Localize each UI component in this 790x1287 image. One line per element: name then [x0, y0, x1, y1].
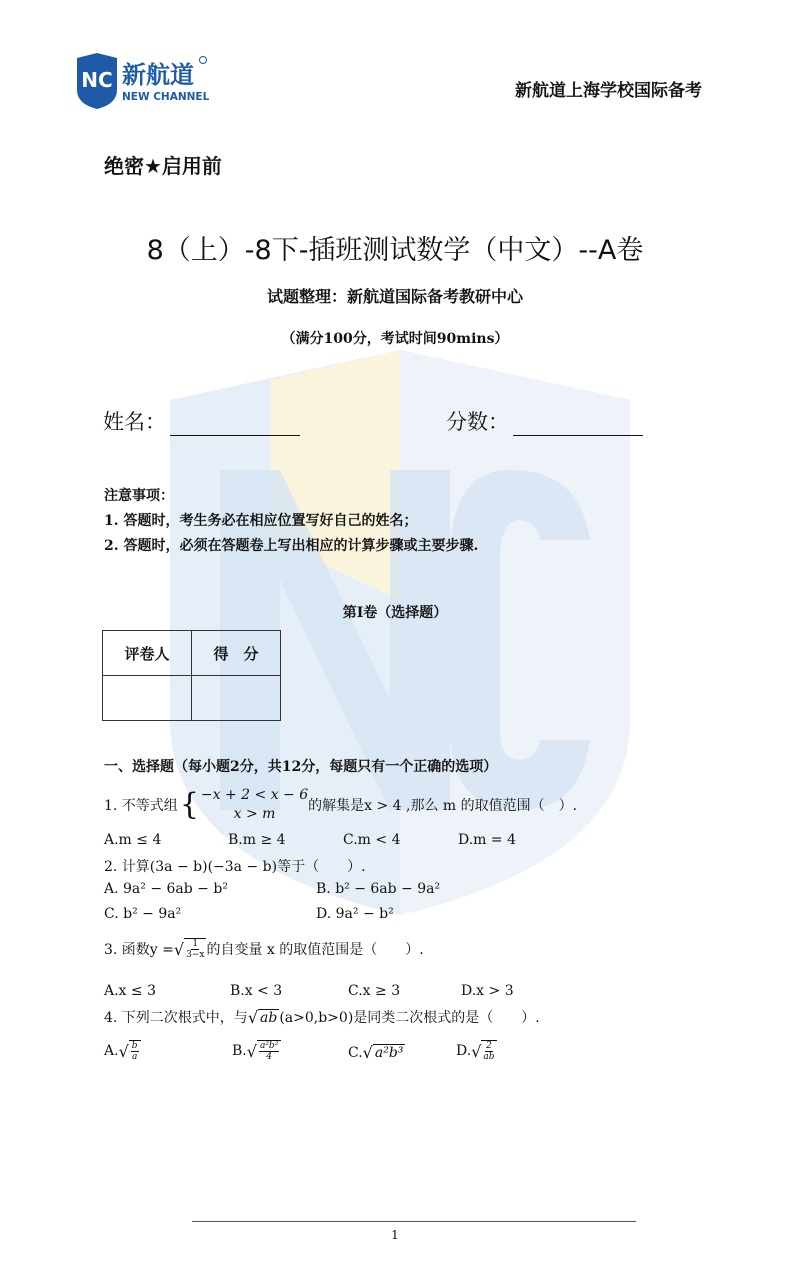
logo-mark: NC [81, 68, 113, 92]
notes-item: 2. 答题时，必须在答题卷上写出相应的计算步骤或主要步骤. [104, 538, 479, 554]
option[interactable]: A.x ≤ 3 [104, 983, 156, 999]
q3-frac-num: 1 [192, 939, 199, 949]
q4-root: ab [260, 1009, 278, 1026]
b-den: 4 [266, 1052, 272, 1062]
option[interactable] [456, 1040, 497, 1062]
q1-suffix: 的解集是x > 4 ,那么 m 的取值范围（ ）. [308, 798, 578, 814]
q3-suffix: 的自变量 x 的取值范围是（ ）. [206, 942, 424, 958]
q3-prefix: 3. 函数y = [104, 942, 174, 958]
notes-heading: 注意事项： [104, 488, 174, 504]
option[interactable]: A. 9a² − 6ab − b² [104, 881, 228, 897]
logo-cn: 新航道 [122, 61, 194, 89]
a-num: b [131, 1041, 138, 1051]
sqrt-icon: √ [471, 1041, 482, 1061]
sqrt-icon: √ [246, 1041, 257, 1061]
score-label: 分数： [446, 410, 509, 434]
q1-line2: x > m [233, 806, 276, 822]
score-blank[interactable] [513, 413, 643, 436]
sqrt-icon: √ [362, 1043, 373, 1062]
option[interactable]: A.m ≤ 4 [104, 832, 162, 848]
option-letter: A. [104, 1043, 119, 1059]
score-cell[interactable] [192, 676, 281, 721]
option-letter: C. [348, 1044, 363, 1061]
option-letter: B. [232, 1043, 247, 1059]
q4-prefix: 4. 下列二次根式中，与 [104, 1010, 248, 1026]
option[interactable]: D.m = 4 [458, 832, 516, 848]
grader-header: 评卷人 [103, 631, 192, 676]
logo-en: NEW CHANNEL [122, 91, 210, 103]
option[interactable]: D.x > 3 [461, 983, 514, 999]
option[interactable]: B.m ≥ 4 [228, 832, 286, 848]
option[interactable]: C.m < 4 [343, 832, 401, 848]
grader-cell[interactable] [103, 676, 192, 721]
question-1 [104, 786, 577, 824]
option[interactable]: C.x ≥ 3 [348, 983, 401, 999]
q1-system [201, 786, 308, 824]
q4-suffix: (a>0,b>0)是同类二次根式的是（ ）. [279, 1010, 540, 1026]
logo [75, 52, 215, 110]
name-label: 姓名： [103, 410, 166, 434]
exam-title: 8（上）-8下-插班测试数学（中文）--A卷 [146, 235, 644, 266]
header-school-name: 新航道上海学校国际备考 [515, 81, 702, 101]
c-root: a²b³ [374, 1045, 404, 1061]
d-num: 2 [486, 1041, 492, 1051]
question-4 [104, 1007, 540, 1027]
brace-icon: { [179, 787, 199, 822]
grade-table [102, 630, 281, 721]
a-den: a [131, 1052, 138, 1062]
page-number: 1 [391, 1228, 399, 1242]
q3-frac-den: 3−x [186, 950, 205, 960]
b-num: a²b² [259, 1041, 279, 1051]
option[interactable]: C. b² − 9a² [104, 906, 182, 922]
option[interactable]: B.x < 3 [230, 983, 283, 999]
question-3 [104, 938, 424, 960]
sqrt-icon: √ [118, 1041, 129, 1061]
section-title: 第Ⅰ卷（选择题） [342, 605, 448, 621]
score-field [446, 406, 643, 436]
q1-line1: −x + 2 < x − 6 [200, 787, 309, 803]
footer-divider [192, 1221, 636, 1222]
question-section-title: 一、选择题（每小题2分，共12分，每题只有一个正确的选项） [104, 759, 498, 775]
option[interactable]: B. b² − 6ab − 9a² [316, 881, 441, 897]
q1-prefix: 1. 不等式组 [104, 798, 178, 814]
name-blank[interactable] [170, 413, 300, 436]
d-den: ab [483, 1052, 495, 1062]
sqrt-icon: √ [247, 1007, 259, 1027]
sqrt-icon: √ [173, 939, 185, 959]
option[interactable] [232, 1040, 281, 1062]
exam-subtitle: 试题整理：新航道国际备考教研中心 [266, 287, 523, 306]
name-field [103, 406, 300, 436]
score-header: 得 分 [192, 631, 281, 676]
option[interactable] [104, 1040, 141, 1062]
question-2: 2. 计算(3a − b)(−3a − b)等于（ ）. [104, 859, 366, 875]
secret-label: 绝密★启用前 [104, 154, 222, 178]
nc-logo-icon [75, 52, 215, 110]
option[interactable] [348, 1043, 405, 1062]
notes [104, 484, 478, 559]
option[interactable]: D. 9a² − b² [316, 906, 394, 922]
notes-item: 1. 答题时，考生务必在相应位置写好自己的姓名； [104, 513, 418, 529]
option-letter: D. [456, 1043, 472, 1059]
score-note: （满分100分，考试时间90mins） [281, 331, 509, 347]
